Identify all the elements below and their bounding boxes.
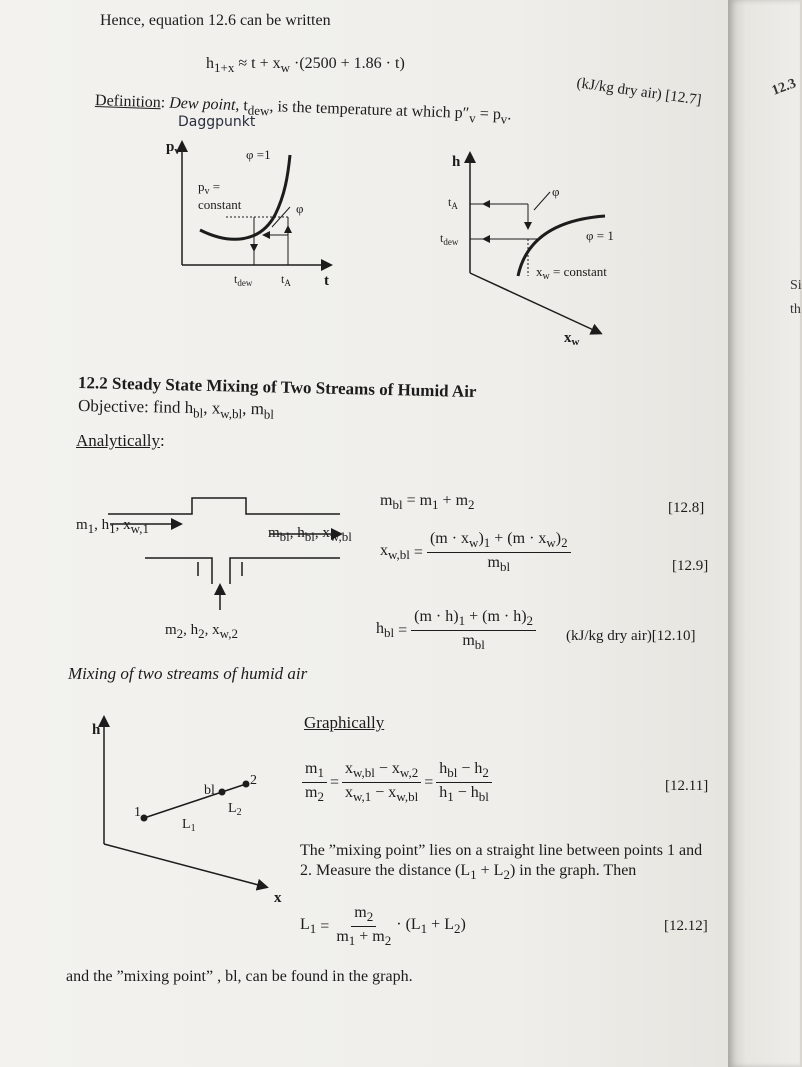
eq-127-rhs-sub: w [280,60,290,76]
eq-127-lhs-sub: 1+x [214,60,235,76]
equation-12-8: $m_{bl} = m_1 + m_2$ [380,492,475,513]
L1-label: $L_1$ [182,817,196,834]
hx-axis-x-label: $x_w$ [564,330,580,348]
equation-12-10: $h_{bl}$ = $\frac{(m \cdot h)_1 + (m \cdot h)_2}{m_{bl}}$ [376,608,536,653]
mixing-text-line-1: The ”mixing point” lies on a straight line between points 1 and [300,842,703,859]
equation-12-9: $x_{w,bl}$ = $\frac{(m \cdot x_w)_1 + (m \cdot x_w)_2}{m_{bl}}$ [380,530,571,575]
intro-line: Hence, equation 12.6 can be written [100,12,331,29]
graph-axis-x-label: x [274,890,282,906]
outlet-label: $m_{bl}$, $h_{bl}$, $x_{w,bl}$ [268,525,352,544]
next-page-fragment-1: Si [790,278,802,293]
pv-phi1-label: φ =1 [246,147,271,162]
point-bl [219,789,226,796]
hx-phi-pointer [534,192,550,210]
definition-pv-sub: v [468,110,476,126]
hx-tdew-label: $t_{dew}$ [440,231,459,247]
equation-12-11: $\frac{m_1}{m_2}$ = $\frac{x_{w,bl} - x_{w,2}}{x_{w,1} - x_{w,bl}}$ = $\frac{h_{bl} - h_2}{h_1 - h_{bl}}$ [302,760,492,805]
pv-axis-x-label: t [324,273,329,289]
dewpoint-pv-diagram [160,135,350,295]
point-1-label: 1 [134,805,141,820]
equation-12-11-tag: [12.11] [665,778,709,794]
figure-caption: Mixing of two streams of humid air [68,664,308,683]
point-2-label: 2 [250,773,257,788]
section-heading: 12.2 Steady State Mixing of Two Streams of Humid Air [77,373,477,402]
hx-phi-label: φ [552,184,560,199]
definition-text-4: . [507,106,512,124]
point-1 [141,815,148,822]
pv-phi-label: φ [296,201,304,216]
graph-axis-y-label: h [92,722,101,738]
equation-12-12: $L_1$ = $\frac{m_2}{m_1 + m_2}$ · $(L_1 + L_2)$ [300,904,466,949]
definition-label: Definition [94,92,162,112]
equation-12-10-tag: (kJ/kg dry air)[12.10] [566,628,696,644]
next-page-fragment-2: th [790,302,801,317]
mixing-text-line-2: 2. Measure the distance $(L_1 + L_2)$ in the graph. Then [300,862,637,883]
pv-tdew-label: $t_{dew}$ [234,272,253,288]
definition-colon: : [160,94,166,112]
hx-axis-y-label: h [452,154,461,170]
inlet1-label: $m_1$, $h_1$, $x_{w,1}$ [76,517,149,536]
eq-127-rhs-2: ·(2500 + 1.86 · t) [293,55,405,72]
hx-xw-const-label: $x_w$ = constant [536,264,607,282]
pv-box-line1: $p_v$ = [198,179,221,197]
equation-12-7-tag: (kJ/kg dry air) [12.7] [575,75,703,109]
definition-pv-sub-2: v [500,111,508,127]
mixing-schematic [70,488,370,618]
definition-text-2: , is the temperature at which p″ [269,98,470,123]
L2-label: $L_2$ [228,801,242,818]
definition-text-3: = p [475,105,502,124]
equation-12-8-tag: [12.8] [668,500,705,516]
mixing-hx-graph [80,712,290,912]
dewpoint-hx-diagram [430,148,630,348]
hx-axis-x [470,273,600,333]
hx-tA-label: $t_A$ [448,195,458,211]
eq-127-lhs: h [206,55,214,72]
next-page-edge [728,0,800,1067]
pv-axis-y-label: $p_v$ [166,139,180,157]
point-bl-label: bl [204,783,215,798]
definition-text-1: , t [235,96,249,115]
duct-upper-wall [108,498,340,514]
analytically-label: Analytically: [76,431,165,450]
eq-127-rhs: ≈ t + x [238,55,281,72]
equation-12-9-tag: [12.9] [672,558,709,574]
equation-12-7 [206,55,405,76]
objective-line: Objective: find $h_{bl}$, $x_{w,bl}$, $m_{bl}$ [77,396,275,422]
equation-12-12-tag: [12.12] [664,918,708,934]
point-2 [243,781,250,788]
final-line: and the ”mixing point” , bl, can be found in the graph. [66,968,413,985]
graph-axis-x [104,844,266,887]
definition-term: Dew point [168,94,236,114]
hx-phi1-label: φ = 1 [586,228,614,243]
graphically-label: Graphically [304,713,385,732]
pv-box-line2: constant [198,197,242,212]
next-page-header: 12.3 [770,76,799,99]
definition-tdew-sub: dew [247,102,270,119]
pv-tA-label: $t_A$ [281,272,291,288]
inlet2-label: $m_2$, $h_2$, $x_{w,2}$ [165,622,238,641]
handwritten-note: Daggpunkt [178,114,256,130]
